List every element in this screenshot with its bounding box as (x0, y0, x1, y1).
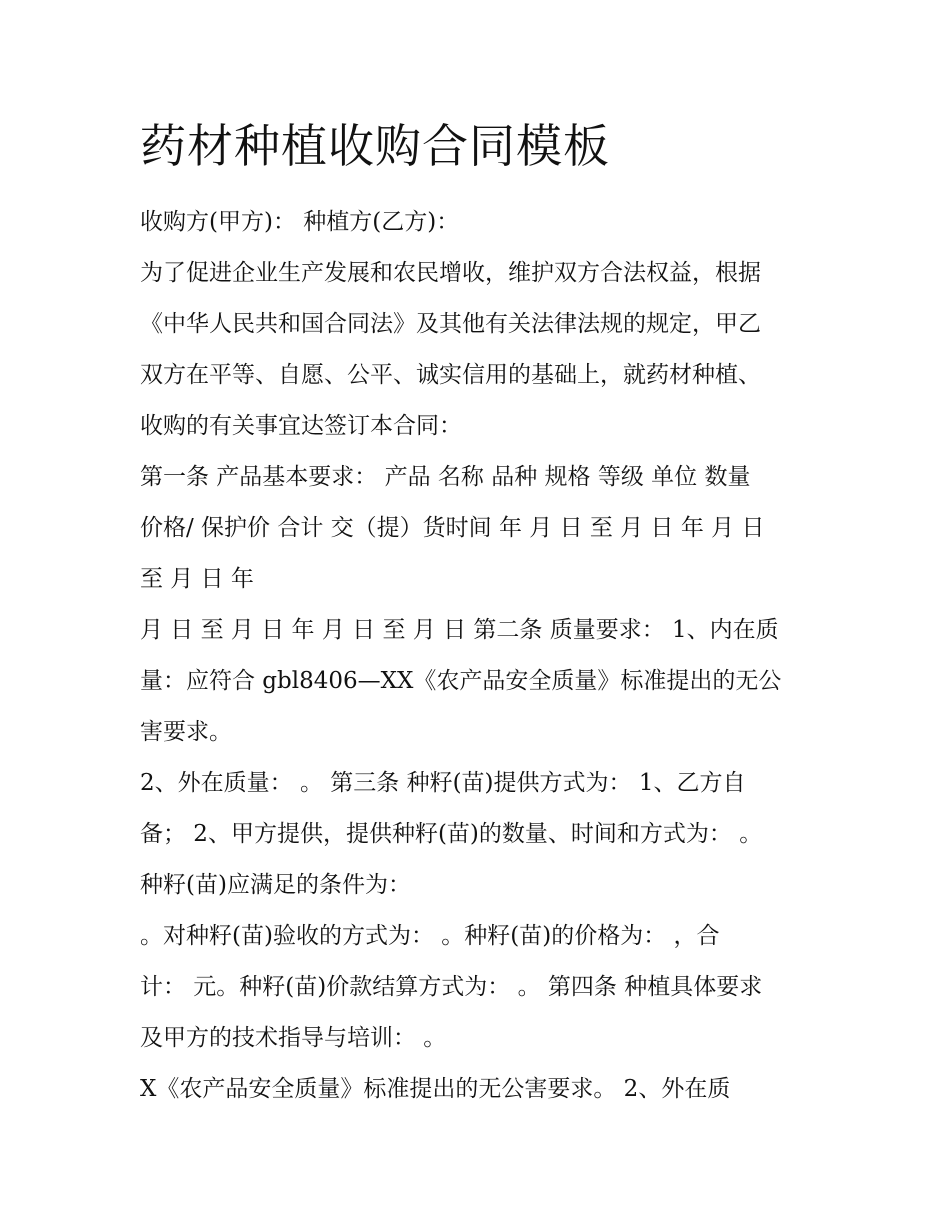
paragraph-line: 至 月 日 年 (140, 566, 254, 592)
paragraph-line: X《农产品安全质量》标准提出的无公害要求。 2、外在质 (140, 1076, 731, 1102)
paragraph-line: 为了促进企业生产发展和农民增收，维护双方合法权益，根据 (140, 260, 761, 286)
paragraph-line: 害要求。 (140, 719, 232, 745)
paragraph-line: 收购的有关事宜达签订本合同： (140, 413, 462, 439)
paragraph-line: 2、外在质量： 。 第三条 种籽(苗)提供方式为： 1、乙方自 (140, 770, 746, 796)
paragraph-line: 《中华人民共和国合同法》及其他有关法律法规的规定，甲乙 (140, 311, 761, 337)
paragraph-line: 双方在平等、自愿、公平、诚实信用的基础上，就药材种植、 (140, 362, 761, 388)
paragraph-line: 种籽(苗)应满足的条件为： (140, 872, 411, 898)
paragraph-line: 月 日 至 月 日 年 月 日 至 月 日 第二条 质量要求： 1、内在质 (140, 617, 779, 643)
paragraph-line: 量：应符合 gbl8406—XX《农产品安全质量》标准提出的无公 (140, 668, 782, 694)
paragraph-line: 计： 元。种籽(苗)价款结算方式为： 。 第四条 种植具体要求 (140, 974, 763, 1000)
document-title: 药材种植收购合同模板 (140, 119, 610, 173)
paragraph-line: 备； 2、甲方提供，提供种籽(苗)的数量、时间和方式为： 。 (140, 821, 763, 847)
paragraph-line: 第一条 产品基本要求： 产品 名称 品种 规格 等级 单位 数量 (140, 464, 751, 490)
paragraph-line: 收购方(甲方)： 种植方(乙方)： (140, 209, 460, 235)
paragraph-line: 价格/ 保护价 合计 交（提）货时间 年 月 日 至 月 日 年 月 日 (140, 515, 765, 541)
paragraph-line: 。对种籽(苗)验收的方式为： 。种籽(苗)的价格为： ，合 (140, 923, 720, 949)
paragraph-line: 及甲方的技术指导与培训： 。 (140, 1025, 447, 1051)
